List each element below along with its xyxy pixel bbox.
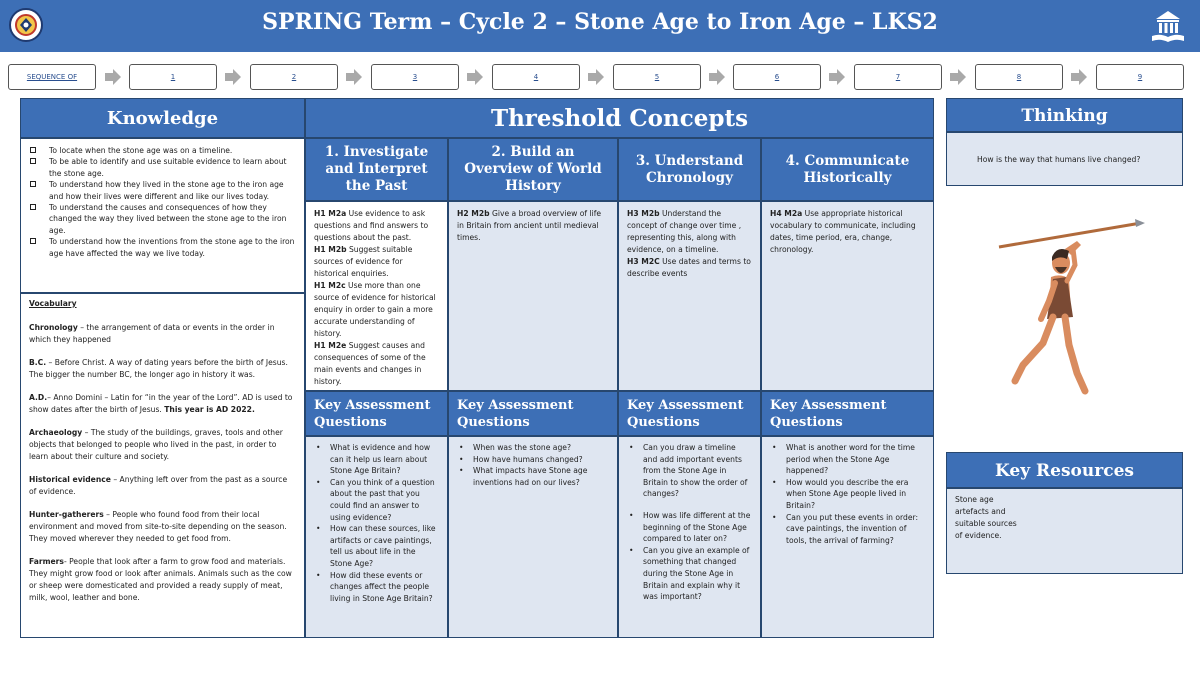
arrow-right-icon <box>949 68 967 86</box>
objective-item: To understand how they lived in the stone age to the iron age and how their lives were different and like our lives today. <box>29 179 296 202</box>
key-resources-body <box>946 488 1183 574</box>
threshold-concepts-heading: Threshold Concepts <box>305 98 934 138</box>
kaq-item: • How would you describe the era when Stone Age people lived in Britain? <box>770 477 925 512</box>
vocab-entry: B.C. – Before Christ. A way of dating years before the birth of Jesus. The bigger the number BC, the longer ago in history it was. <box>29 358 288 379</box>
vocab-entry: Archaeology – The study of the buildings, graves, tools and other objects that belonged to people who lived in the past, in order to learn about their culture and society. <box>29 428 283 461</box>
kaq-item: • How can these sources, like artifacts or cave paintings, tell us about life in the Stone Age? <box>314 523 439 569</box>
arrow-right-icon <box>708 68 726 86</box>
vocabulary-section <box>20 293 305 638</box>
checkbox-icon <box>30 204 36 210</box>
objective-item: To locate when the stone age was on a timeline. <box>29 145 296 156</box>
checkbox-icon <box>30 238 36 244</box>
arrow-right-icon <box>224 68 242 86</box>
arrow-right-icon <box>828 68 846 86</box>
thinking-heading: Thinking <box>946 98 1183 132</box>
kaq-item: • Can you put these events in order: cave paintings, the invention of tools, the arrival of farming? <box>770 512 925 547</box>
kaq-item: • What is another word for the time period when the Stone Age happened? <box>770 442 925 477</box>
kaq-list-overview <box>448 436 618 638</box>
caveman-spear-icon <box>995 215 1145 395</box>
checkbox-icon <box>30 181 36 187</box>
vocab-entry: Historical evidence – Anything left over from the past as a source of evidence. <box>29 475 288 496</box>
kaq-list-communicate <box>761 436 934 638</box>
arrow-right-icon <box>345 68 363 86</box>
checkbox-icon <box>30 147 36 153</box>
key-resources-heading: Key Resources <box>946 452 1183 488</box>
kaq-item: • Can you give an example of something that changed during the Stone Age in Britain and explain why it was important? <box>627 545 752 603</box>
concept-heading-investigate: 1. Investigate and Interpret the Past <box>305 138 448 201</box>
vocab-entry: Farmers- People that look after a farm to grow food and materials. They might grow food or look after animals. Animals such as the cow or sheep were domesticated and provided a ready supply of meat, milk, wool, leather and bone. <box>29 557 292 602</box>
kaq-heading-investigate: Key Assessment Questions <box>305 391 448 436</box>
concept-body-chronology: H3 M2b Understand the concept of change over time , representing this, along with evidence, on a timeline. H3 M2C Use dates and terms to describe events <box>618 201 761 391</box>
checkbox-icon <box>30 158 36 164</box>
kaq-list-chronology <box>618 436 761 638</box>
vocabulary-title: Vocabulary <box>29 299 77 308</box>
concept-heading-communicate: 4. Communicate Historically <box>761 138 934 201</box>
museum-book-icon <box>1148 6 1188 46</box>
kaq-item: • Can you draw a timeline and add important events from the Stone Age in Britain to show the order of changes? <box>627 442 752 500</box>
sequence-step[interactable]: 4 <box>492 64 580 90</box>
concept-body-overview: H2 M2b Give a broad overview of life in Britain from ancient until medieval times. <box>448 201 618 391</box>
sequence-step[interactable]: 1 <box>129 64 217 90</box>
concept-heading-chronology: 3. Understand Chronology <box>618 138 761 201</box>
sequence-of-learning <box>8 64 1192 90</box>
arrow-right-icon <box>1070 68 1088 86</box>
kaq-item: • When was the stone age? <box>457 442 609 454</box>
kaq-heading-overview: Key Assessment Questions <box>448 391 618 436</box>
objective-item: To understand the causes and consequences of how they changed the way they lived between the stone age to the iron age. <box>29 202 296 236</box>
page-title: SPRING Term – Cycle 2 – Stone Age to Iron Age – LKS2 <box>262 9 938 35</box>
key-resources-text: Stone age artefacts and suitable sources of evidence. <box>955 495 1017 540</box>
page-header <box>0 0 1200 52</box>
sequence-label: SEQUENCE OF <box>8 64 96 90</box>
vocab-entry: Hunter-gatherers – People who found food from their local environment and moved from site-to-site depending on the season. They moved wherever they needed to get food from. <box>29 510 287 543</box>
sequence-step[interactable]: 2 <box>250 64 338 90</box>
concept-body-investigate: H1 M2a Use evidence to ask questions and find answers to questions about the past. H1 M2b Suggest suitable sources of evidence for historical enquiries. H1 M2c Use more than one source of evidence for historical enquiry in order to gain a more accurate understanding of history. H1 M2e Suggest causes and consequences of some of the main events and changes in history. <box>305 201 448 391</box>
concept-body-communicate: H4 M2a Use appropriate historical vocabulary to communicate, including dates, time period, era, change, chronology. <box>761 201 934 391</box>
sequence-step[interactable]: 7 <box>854 64 942 90</box>
kaq-item: • What impacts have Stone age inventions had on our lives? <box>457 465 609 488</box>
thinking-question: How is the way that humans live changed? <box>946 132 1183 186</box>
kaq-item: • How have humans changed? <box>457 454 609 466</box>
kaq-item: • Can you think of a question about the past that you could find an answer to using evidence? <box>314 477 439 523</box>
vocab-entry: Chronology – the arrangement of data or events in the order in which they happened <box>29 323 275 344</box>
arrow-right-icon <box>466 68 484 86</box>
sequence-step[interactable]: 6 <box>733 64 821 90</box>
sequence-step[interactable]: 5 <box>613 64 701 90</box>
knowledge-heading: Knowledge <box>20 98 305 138</box>
kaq-heading-chronology: Key Assessment Questions <box>618 391 761 436</box>
kaq-list-investigate <box>305 436 448 638</box>
kaq-item: • How did these events or changes affect the people living in Stone Age Britain? <box>314 570 439 605</box>
objective-item: To be able to identify and use suitable evidence to learn about the stone age. <box>29 156 296 179</box>
knowledge-objectives <box>20 138 305 293</box>
concept-heading-overview: 2. Build an Overview of World History <box>448 138 618 201</box>
vocab-entry: A.D.– Anno Domini – Latin for “in the year of the Lord”. AD is used to show dates after the birth of Jesus. This year is AD 2022. <box>29 393 293 414</box>
sequence-step[interactable]: 3 <box>371 64 459 90</box>
kaq-item: • How was life different at the beginning of the Stone Age compared to later on? <box>627 510 752 545</box>
objective-item: To understand how the inventions from the stone age to the iron age have affected the way we live today. <box>29 236 296 259</box>
arrow-right-icon <box>587 68 605 86</box>
sequence-step[interactable]: 8 <box>975 64 1063 90</box>
kaq-item: • What is evidence and how can it help us learn about Stone Age Britain? <box>314 442 439 477</box>
kaq-heading-communicate: Key Assessment Questions <box>761 391 934 436</box>
arrow-right-icon <box>104 68 122 86</box>
sequence-step[interactable]: 9 <box>1096 64 1184 90</box>
